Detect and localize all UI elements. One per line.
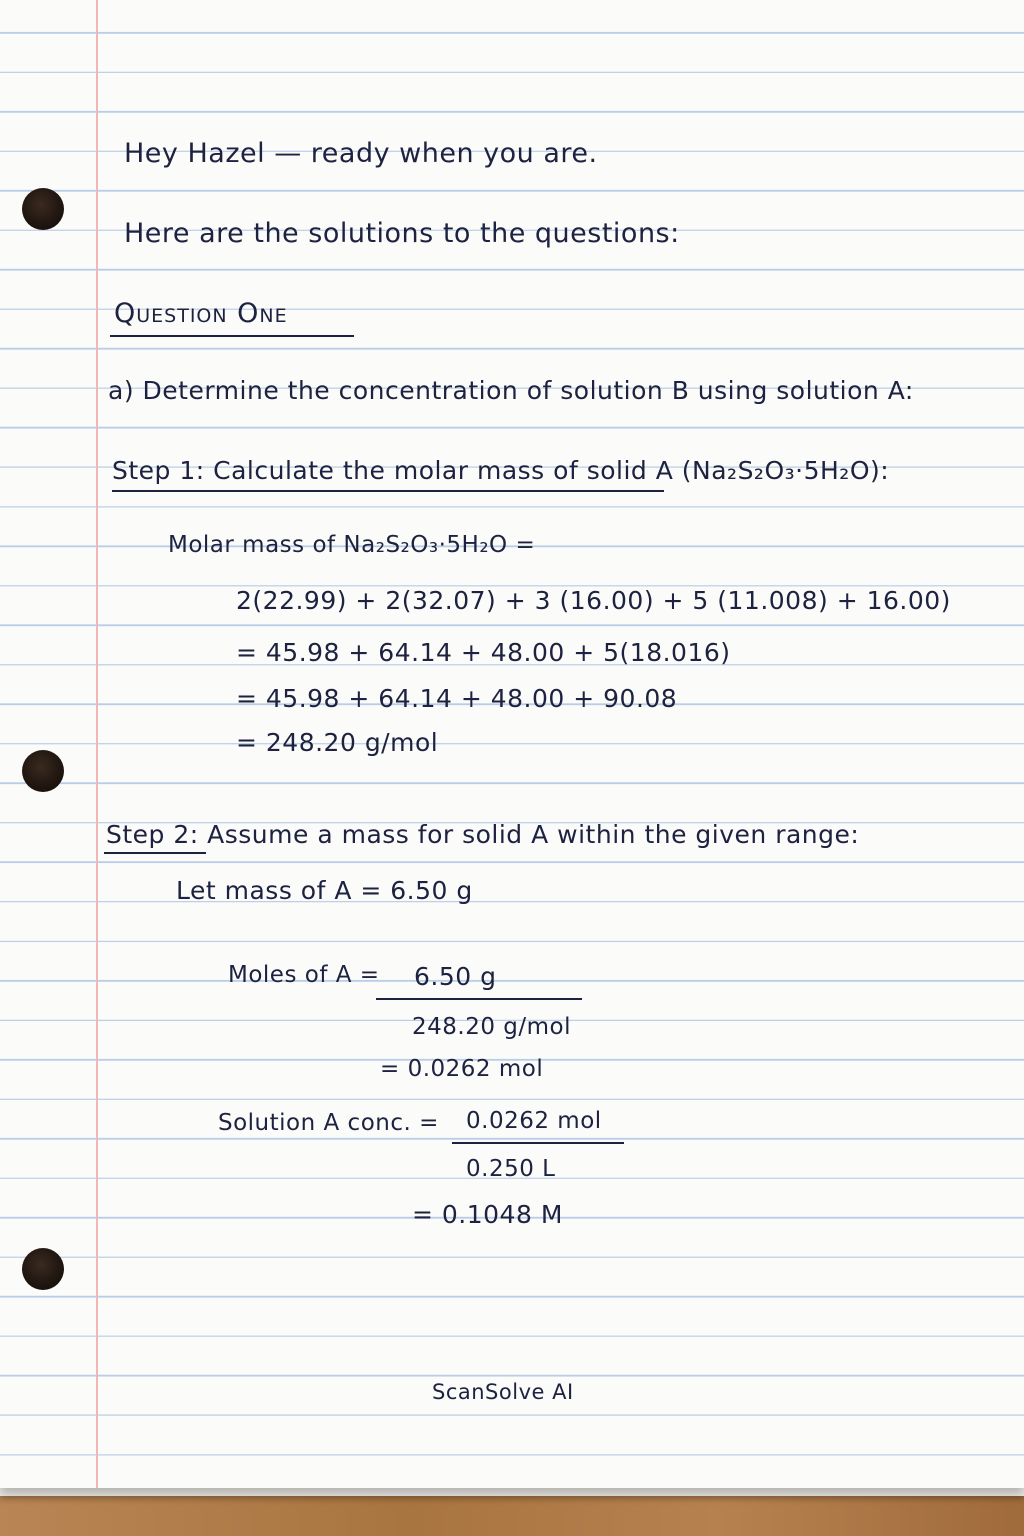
molar-mass-formula: Molar mass of Na₂S₂O₃·5H₂O = bbox=[168, 532, 536, 558]
step1-underline bbox=[112, 490, 664, 492]
question-heading: Question One bbox=[114, 298, 288, 329]
molar-mass-line-2: = 45.98 + 64.14 + 48.00 + 5(18.016) bbox=[236, 638, 731, 667]
molar-mass-line-1: 2(22.99) + 2(32.07) + 3 (16.00) + 5 (11.008) + 16.00) bbox=[236, 586, 951, 615]
moles-result: = 0.0262 mol bbox=[380, 1056, 544, 1082]
conc-label: Solution A conc. = bbox=[218, 1110, 439, 1136]
punch-hole-middle bbox=[22, 750, 64, 792]
step1-text: Calculate the molar mass of solid A (Na₂S₂O₃·5H₂O): bbox=[213, 456, 890, 485]
step2-text: Assume a mass for solid A within the given range: bbox=[207, 820, 860, 849]
molar-mass-line-3: = 45.98 + 64.14 + 48.00 + 90.08 bbox=[236, 684, 678, 713]
moles-numerator: 6.50 g bbox=[414, 962, 497, 991]
conc-denominator: 0.250 L bbox=[466, 1156, 556, 1182]
moles-denominator: 248.20 g/mol bbox=[412, 1014, 572, 1040]
punch-hole-bottom bbox=[22, 1248, 64, 1290]
step2-underline bbox=[104, 852, 206, 854]
part-a-prompt: a) Determine the concentration of solution B using solution A: bbox=[108, 376, 914, 405]
step1-line bbox=[112, 458, 889, 483]
step2-label: Step 2: bbox=[106, 820, 199, 849]
mass-assumption: Let mass of A = 6.50 g bbox=[176, 876, 473, 905]
molar-mass-result: = 248.20 g/mol bbox=[236, 728, 439, 757]
conc-numerator: 0.0262 mol bbox=[466, 1108, 602, 1134]
intro-line: Here are the solutions to the questions: bbox=[124, 218, 680, 249]
conc-result: = 0.1048 M bbox=[412, 1200, 563, 1229]
margin-line bbox=[96, 0, 98, 1488]
step2-line bbox=[106, 822, 859, 847]
moles-label: Moles of A = bbox=[228, 962, 380, 988]
greeting-line: Hey Hazel — ready when you are. bbox=[124, 138, 598, 169]
question-heading-underline bbox=[110, 335, 354, 337]
moles-fraction-bar bbox=[376, 998, 582, 1000]
signature: ScanSolve AI bbox=[432, 1380, 574, 1404]
conc-fraction-bar bbox=[452, 1142, 624, 1144]
paper-edge bbox=[0, 1488, 1024, 1496]
step1-label: Step 1: bbox=[112, 456, 205, 485]
punch-hole-top bbox=[22, 188, 64, 230]
